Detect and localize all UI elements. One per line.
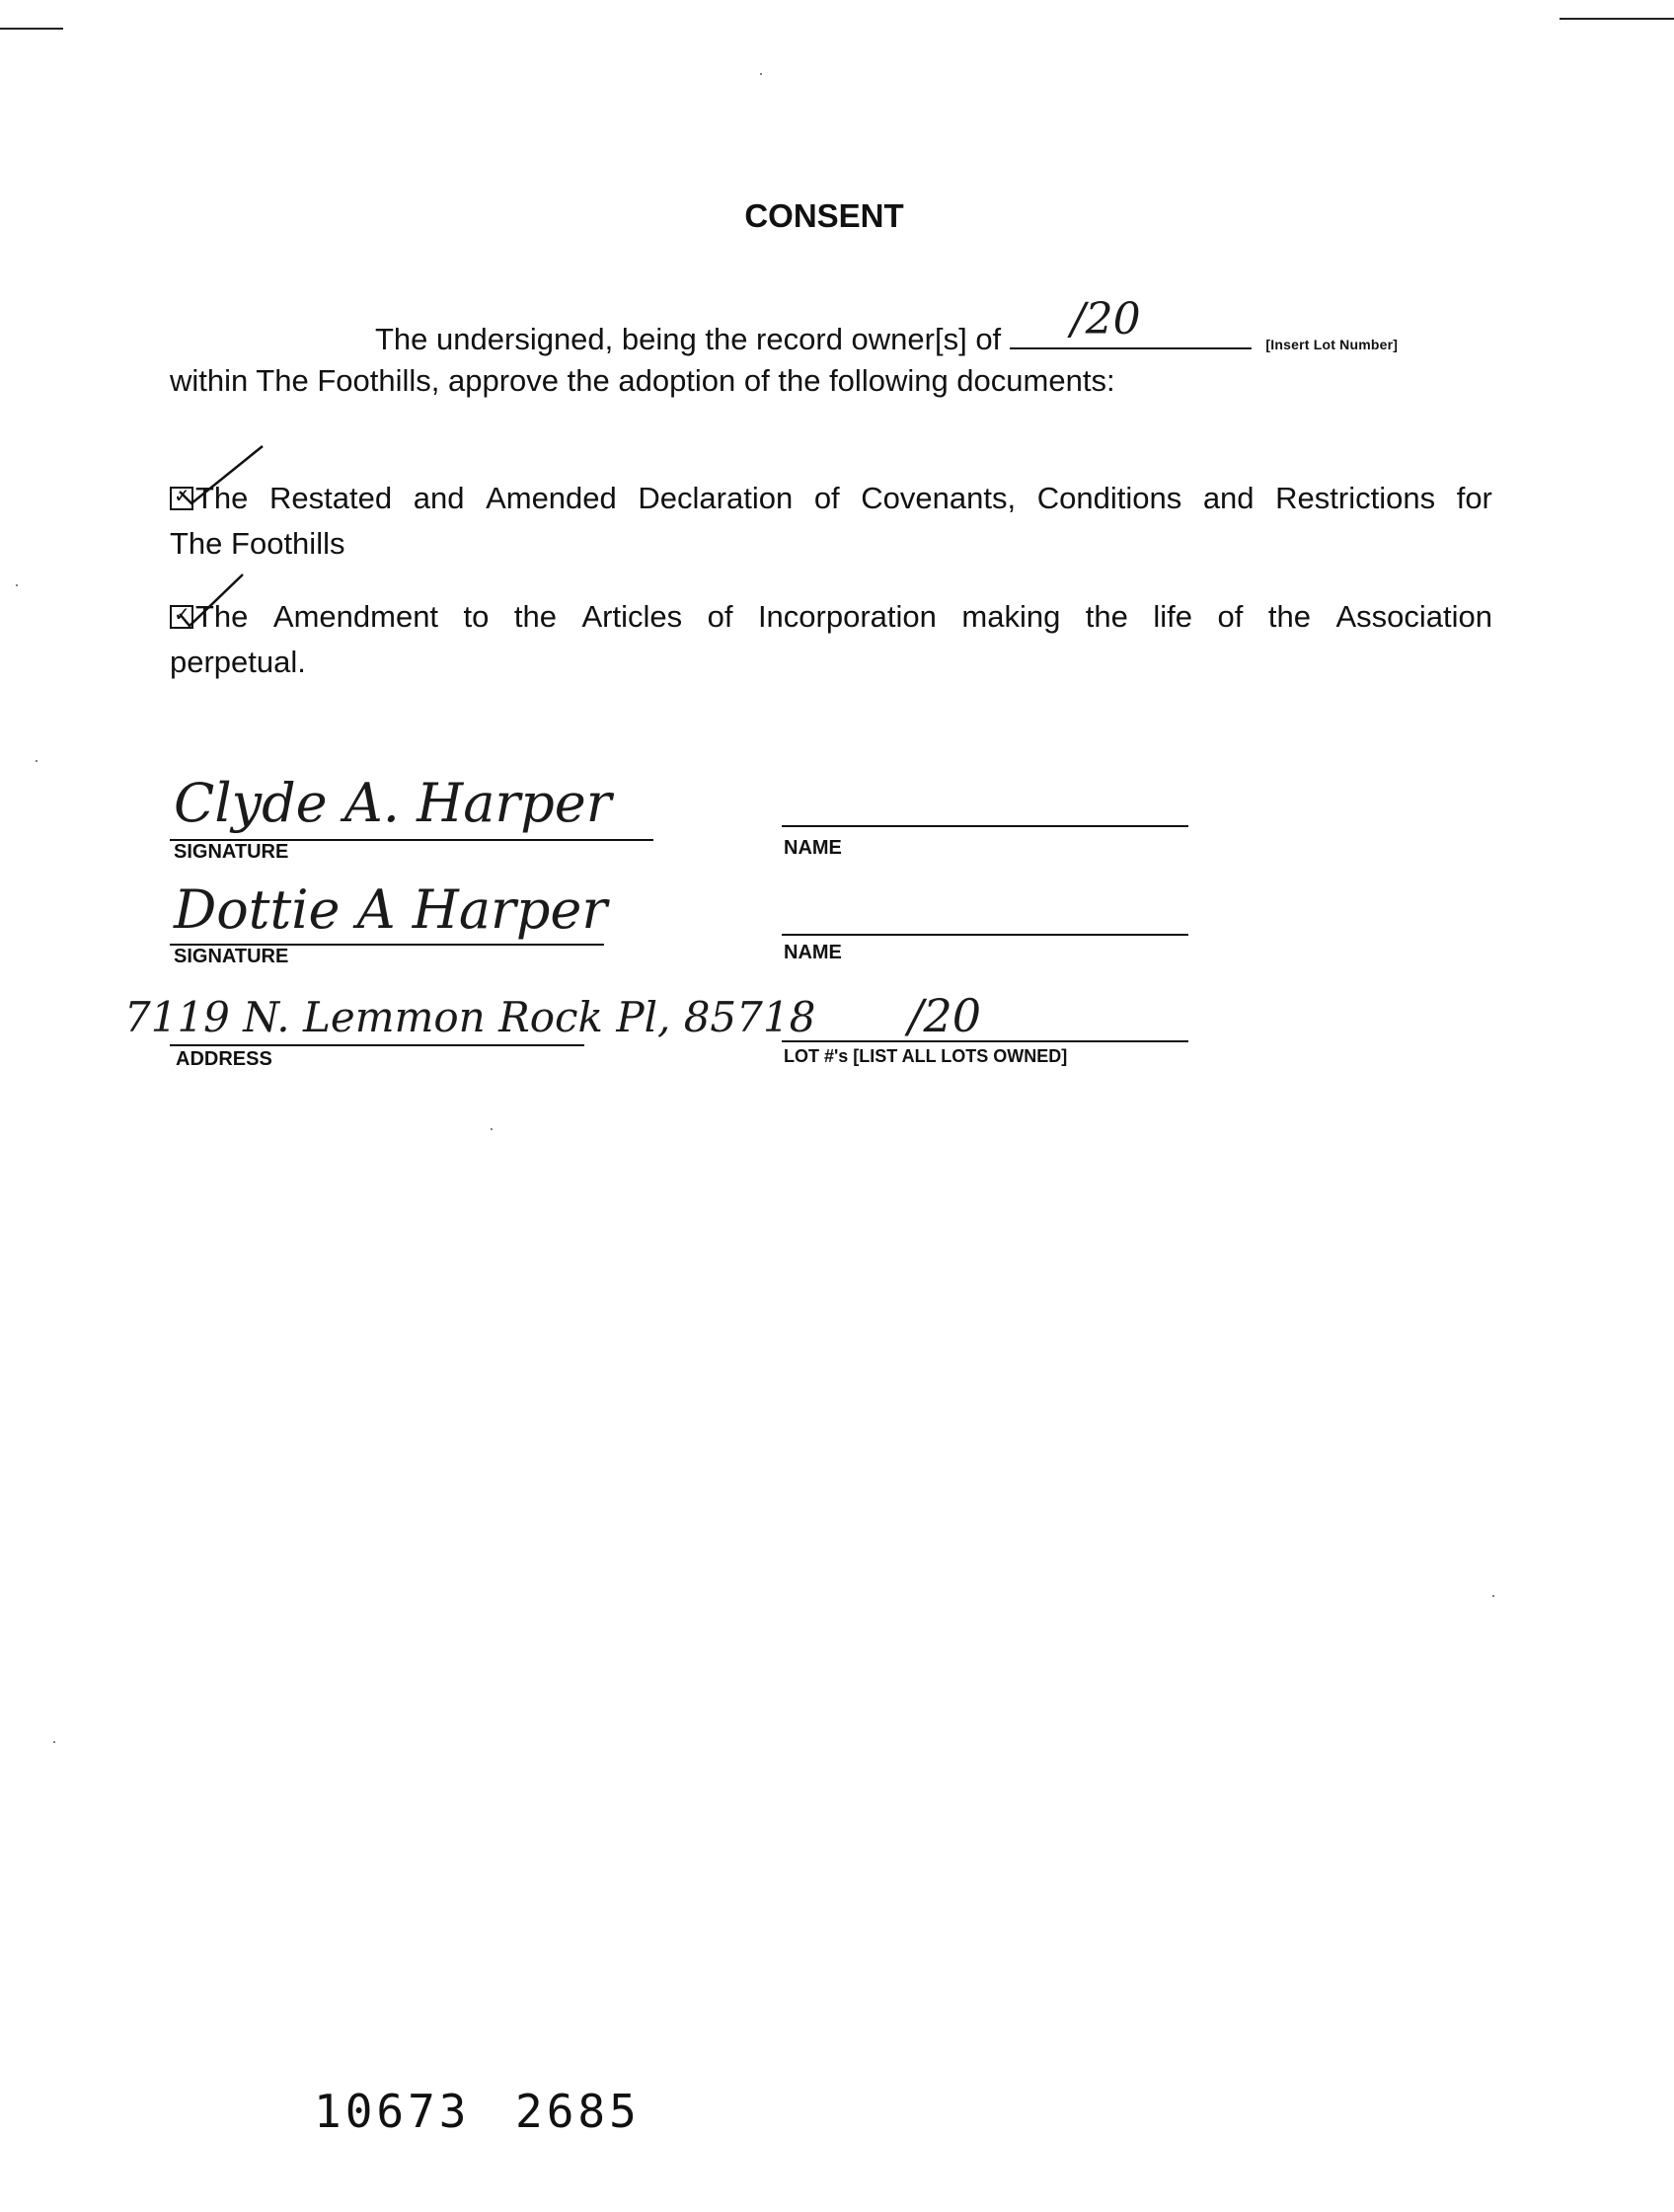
scan-speck [760,73,762,75]
recording-number-page: 2685 [515,2085,641,2138]
option-2-word: of [707,599,733,634]
lots-owned-field[interactable] [782,1040,1188,1042]
option-restated-declaration [170,476,1492,567]
option-1-word: Restated [269,481,393,515]
address-line[interactable] [170,1044,584,1046]
option-2-word: life [1153,599,1193,634]
intro-line-2: within The Foothills, approve the adoption of the following documents: [170,363,1115,398]
option-2-word: to [463,599,490,634]
option-1-word: Amended [486,481,617,515]
option-1-word: and [413,481,465,515]
option-2-word: ✓ The [170,594,248,640]
option-2-check-stroke-icon [178,571,247,632]
signature-2-handwritten: Dottie A Harper [174,878,608,941]
lot-number-field[interactable] [1010,294,1252,349]
scan-speck [36,760,38,762]
scan-edge-mark-left [0,28,63,30]
recording-number-book: 10673 [314,2085,471,2138]
option-2-word: the [513,599,557,634]
lot-number-handwritten: /20 [1070,294,1141,344]
scan-edge-mark-right [1560,18,1674,20]
signature-2-label: SIGNATURE [174,946,289,967]
option-1-word: Covenants, [861,481,1017,515]
option-1-word: Conditions [1036,481,1182,515]
option-2-word: Association [1335,599,1492,634]
option-2-line-2: perpetual. [170,645,306,679]
scan-speck [16,584,18,586]
option-2-word: of [1217,599,1244,634]
scan-speck [53,1741,55,1743]
signature-1-label: SIGNATURE [174,841,289,863]
option-1-word: and [1202,481,1255,515]
option-2-word: Amendment [272,599,439,634]
option-1-word: for [1456,481,1492,515]
scan-speck [491,1128,493,1130]
option-1-word: ✓ The [170,476,248,521]
lots-owned-label: LOT #'s [LIST ALL LOTS OWNED] [784,1046,1068,1066]
lot-number-hint: [Insert Lot Number] [1265,337,1399,352]
checkbox-check-icon: ✓ [174,604,190,626]
checkbox-check-icon: ✓ [174,486,190,507]
option-articles-amendment [170,594,1492,685]
signature-1-handwritten: Clyde A. Harper [174,772,612,834]
option-1-word: Declaration [638,481,794,515]
option-1-check-stroke-icon [178,442,266,511]
option-1-line-1 [170,476,1492,521]
option-2-word: the [1267,599,1311,634]
lots-owned-handwritten: /20 [908,989,982,1042]
option-2-word: Incorporation [757,599,937,634]
option-1-word: Restrictions [1275,481,1436,515]
scan-speck [1492,1595,1494,1597]
option-1-line-2: The Foothills [170,526,345,561]
address-label: ADDRESS [176,1048,272,1070]
page-title: CONSENT [744,197,904,234]
option-1-word: of [813,481,840,515]
option-2-word: the [1085,599,1128,634]
intro-text-before: The undersigned, being the record owner[s] of [375,322,1002,356]
option-2-line-1 [170,594,1492,640]
option-2-word: making [961,599,1061,634]
name-1-field[interactable] [782,825,1188,827]
option-2-word: Articles [581,599,683,634]
name-2-field[interactable] [782,934,1188,936]
name-1-label: NAME [784,837,842,859]
address-handwritten: 7119 N. Lemmon Rock Pl, 85718 [124,993,816,1041]
name-2-label: NAME [784,942,842,963]
